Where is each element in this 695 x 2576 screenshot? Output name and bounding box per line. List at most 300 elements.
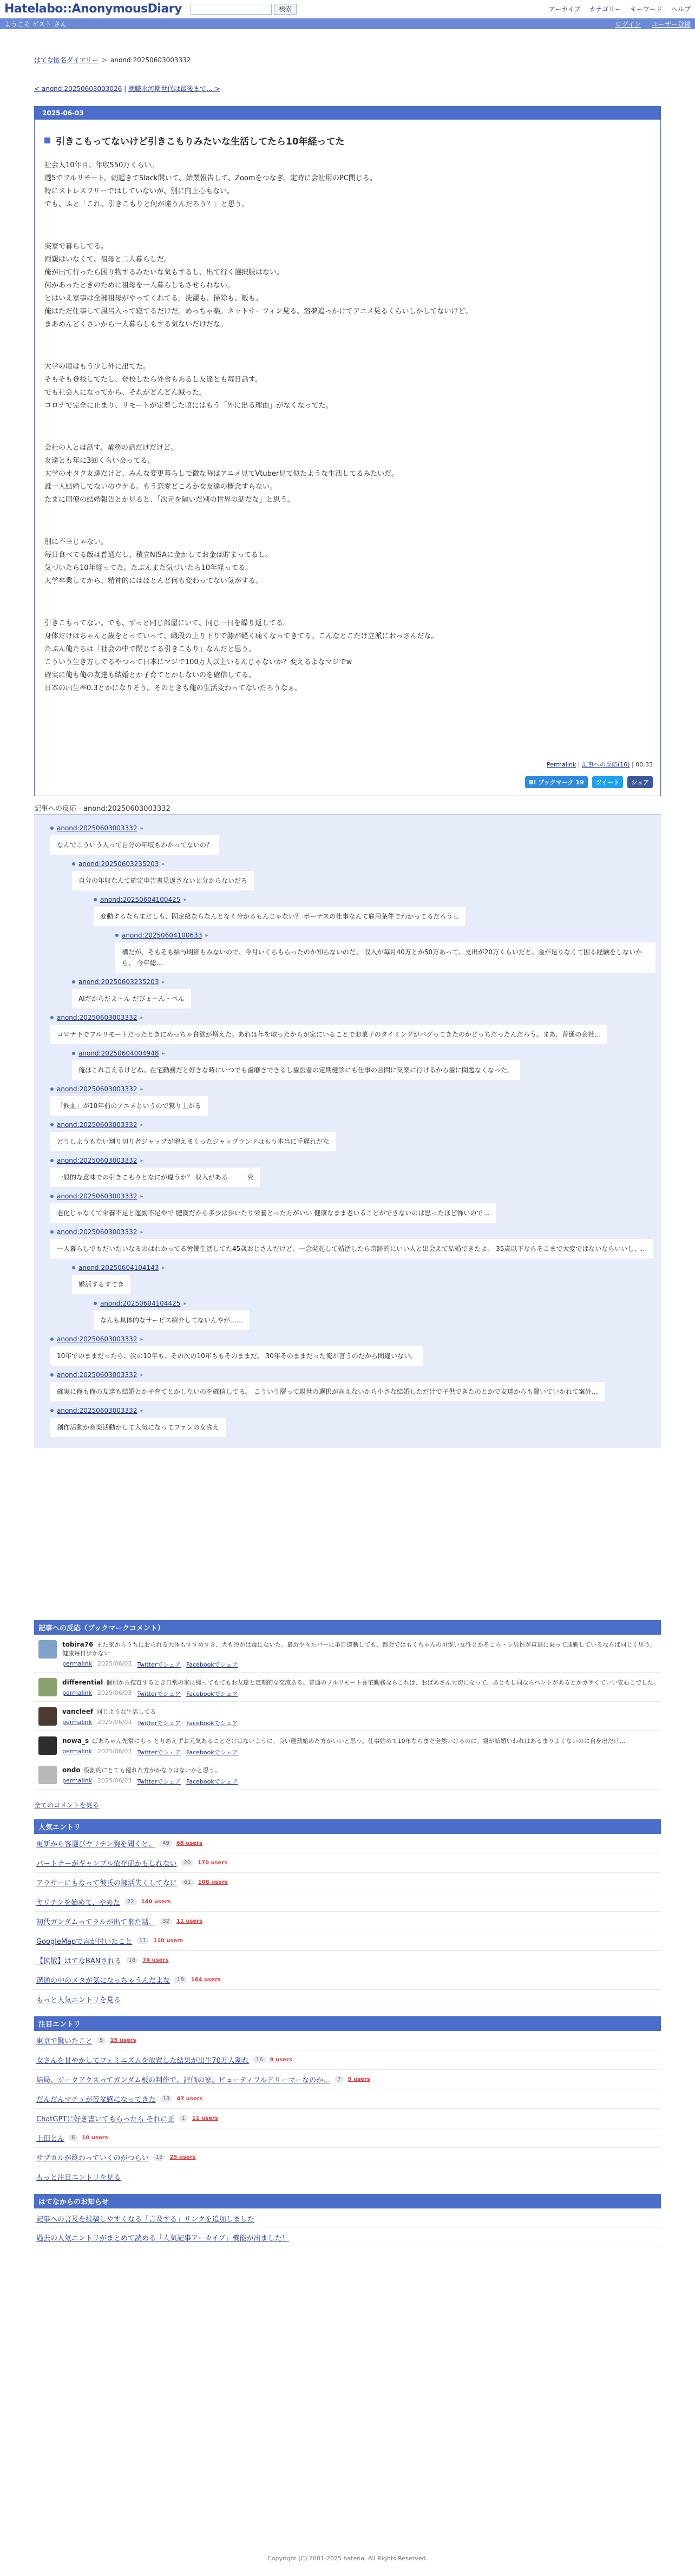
bookmark-comment [62, 1640, 661, 1658]
entry-paragraph [44, 159, 660, 211]
title-square-icon [44, 137, 50, 143]
bookmark-content [62, 1707, 238, 1727]
bookmark-item [34, 1731, 661, 1760]
bookmark-comments-heading: 記事への反応（ブックマークコメント） [34, 1620, 661, 1635]
header-link-help[interactable]: ヘルプ [671, 5, 691, 13]
notice-link[interactable]: 過去の人気エントリがまとめて読める「人気記事アーカイブ」機能が出ました！ [36, 2234, 289, 2243]
top-bar [0, 0, 695, 18]
reaction-id-link[interactable]: anond:20250603003332 [57, 1228, 137, 1236]
reactions-heading-separator: - [78, 805, 81, 813]
reaction-node [50, 1407, 655, 1437]
reaction-head [50, 1335, 655, 1343]
entry-line: 別に不幸じゃない。 [44, 538, 108, 546]
entry-list-title[interactable]: ChatGPTに好き書いてもらったら それに正 [36, 2115, 175, 2123]
entry-paragraph [44, 536, 660, 588]
bookmark-users-badge[interactable]: 15 users [110, 2037, 136, 2043]
bookmark-date: 2025/06/03 [97, 1748, 132, 1755]
avatar[interactable] [38, 1736, 57, 1755]
register-link[interactable]: ユーザー登録 [651, 20, 691, 28]
bookmark-comment [62, 1766, 238, 1775]
bookmark-link[interactable]: permalink [62, 1777, 92, 1784]
reaction-children [94, 896, 655, 973]
reaction-text: AIだからだよ〜ん だびょ〜ん・ぺん [72, 989, 191, 1008]
expand-arrow-icon[interactable]: ▸ [140, 825, 143, 831]
entry-line: 引きこもってない。でも、ずっと同じ部屋にいて、同じ一日を繰り返してる。 [44, 619, 290, 627]
entry-line: 毎日食べてる飯は普通だし、積立NISAに金かしてお金は貯まってるし。 [44, 551, 272, 559]
bullet-icon [94, 898, 97, 901]
reaction-head [50, 1192, 655, 1200]
bookmark-users-badge[interactable]: 10 users [82, 2135, 108, 2141]
reaction-head [50, 1407, 655, 1414]
reaction-id-link[interactable]: anond:20250603003332 [57, 1192, 137, 1200]
popular-more-link[interactable]: もっと人気エントリを見る [36, 1996, 121, 2004]
entry-line: でも社会人になってから、それがどんどん減った。 [44, 389, 207, 397]
reaction-children [115, 932, 655, 973]
bullet-icon [72, 862, 75, 866]
reaction-head [72, 860, 655, 868]
bookmark-users-badge[interactable]: 9 users [270, 2057, 292, 2063]
bookmark-date: 2025/06/03 [97, 1719, 132, 1726]
notice-link[interactable]: 記事への言及を投稿しやすくなる「言及する」リンクを追加しました [36, 2216, 254, 2224]
hatena-bookmark-button[interactable]: B! ブックマーク 19 [525, 776, 588, 788]
bookmark-user[interactable]: nowa_s [62, 1737, 89, 1745]
entry-list-title[interactable]: 結局、ジークアクスってガンダム板の判作で、評価の家、ビューティフルドリーマーなのか… [36, 2076, 331, 2085]
bullet-icon [115, 934, 119, 937]
reaction-node [50, 1121, 655, 1151]
entry-list-title[interactable]: 更新から客選びヤリチン腕を聞くと、 [36, 1840, 156, 1849]
entry-paragraph [44, 360, 660, 412]
expand-arrow-icon[interactable]: ▸ [140, 1086, 143, 1092]
entry-list-title[interactable]: 初代ガンダムってラルが出て来た話、 [36, 1918, 156, 1926]
reaction-children [94, 1300, 655, 1330]
bookmark-meta [62, 1748, 626, 1756]
bookmark-date: 2025/06/03 [97, 1660, 132, 1667]
reaction-node [94, 1300, 655, 1330]
reaction-id-link[interactable]: anond:20250604004948 [78, 1050, 159, 1057]
bookmark-link[interactable]: Facebookでシェア [186, 1690, 238, 1697]
hot-list [34, 2031, 661, 2167]
reactions-heading-id: anond:20250603003332 [83, 805, 171, 813]
entry-line: 確実に俺も俺の友達も結婚とか子育てとかしないのを確信してる。 [44, 671, 256, 679]
share-buttons [35, 776, 653, 788]
bullet-icon [50, 1123, 54, 1126]
entry-paragraph [44, 617, 660, 695]
bookmark-meta [62, 1719, 238, 1727]
search-input[interactable] [191, 4, 272, 15]
bookmark-users-badge[interactable]: 110 users [153, 1938, 183, 1944]
header-link-archive[interactable]: アーカイブ [548, 5, 581, 13]
reaction-tree [34, 814, 661, 1448]
bookmark-users-badge[interactable]: 108 users [198, 1879, 228, 1885]
entry-list-title[interactable]: 【拡散】はてなBANされる [36, 1957, 122, 1965]
expand-arrow-icon[interactable]: ▸ [140, 1407, 143, 1414]
login-link[interactable]: ログイン [615, 20, 641, 28]
copyright: Copyright (C) 2001-2025 hatena. All Rights Reserved. [267, 2555, 428, 2562]
bullet-icon [72, 1266, 75, 1269]
avatar[interactable] [38, 1640, 57, 1659]
reaction-head [72, 978, 655, 986]
entry-line: 気づいたら10年経ってた。たぶんまた気づいたら10年経ってる。 [44, 564, 253, 572]
bookmark-meta [62, 1777, 238, 1786]
breadcrumb-current: anond:20250603003332 [110, 56, 191, 64]
reaction-node [50, 1371, 655, 1401]
reaction-node [72, 1050, 655, 1080]
reaction-children [72, 1264, 655, 1330]
reaction-id-link[interactable]: anond:20250604100425 [100, 896, 181, 903]
expand-arrow-icon[interactable]: ▸ [140, 1122, 143, 1128]
comment-count-badge[interactable]: 11 [136, 1937, 149, 1944]
bookmark-users-badge[interactable]: 11 users [176, 1918, 203, 1924]
reaction-text: 確実に俺も俺の友達も結婚とか子育てとかしないのを確信してる。 こういう層って親世の選択が言えないから小さな結婚しただけで子供できたのとかで友達からも置いていかれて案外… [50, 1382, 605, 1401]
diary-entry [34, 106, 661, 796]
expand-arrow-icon[interactable]: ▸ [162, 1264, 165, 1271]
reaction-text: なんでこういう人って自分の年収もわかってないの？ [50, 835, 219, 855]
notice-list [34, 2208, 661, 2246]
comment-count-badge[interactable]: 49 [160, 1840, 172, 1847]
entry-line: 大学の頃はもう少し外に出てた。 [44, 363, 150, 371]
entry-list-item [34, 1892, 661, 1912]
reaction-text: 自分の年収なんて確定申告書見返さないと分からないだろ [72, 871, 254, 890]
entry-line: 社会人10年目、年収550万くらい。 [44, 161, 159, 169]
entry-line: たぶん俺たちは「社会の中で閉じてる引きこもり」なんだと思う。 [44, 645, 256, 653]
comment-count-badge[interactable]: 61 [181, 1879, 194, 1886]
reaction-text: 婚活するすてき [72, 1275, 130, 1294]
expand-arrow-icon[interactable]: ▸ [140, 1372, 143, 1378]
avatar[interactable] [38, 1678, 57, 1696]
reaction-id-link[interactable]: anond:20250603003332 [57, 1121, 137, 1129]
bookmark-meta [62, 1660, 661, 1669]
reaction-node [50, 1014, 655, 1080]
entry-list-item [34, 2089, 661, 2109]
header-links [549, 4, 691, 14]
popular-entries [34, 1819, 661, 2007]
reaction-head [50, 1085, 655, 1093]
expand-arrow-icon[interactable]: ▸ [140, 1193, 143, 1199]
breadcrumb-separator: > [101, 56, 107, 64]
site-logo[interactable]: Hatelabo::AnonymousDiary [4, 2, 182, 16]
entry-list-title[interactable]: サブカルが終わっていくのがつらい [36, 2154, 149, 2162]
reaction-id-link[interactable]: anond:20250603003332 [57, 1157, 137, 1164]
comment-count-badge[interactable]: 18 [174, 1976, 187, 1983]
expand-arrow-icon[interactable]: ▸ [140, 1014, 143, 1021]
bookmark-item [34, 1673, 661, 1702]
reaction-text: 一人暮らしでもだいたいなるのはわかってる労働生活してた45歳おじさんだけど、一念発起して婚活したら奇跡的にいい人と出会えて結婚できたよ。 35歳以下ならそこまで大変ではないならいいし、… [50, 1239, 653, 1258]
comment-count-badge[interactable]: 32 [160, 1918, 172, 1925]
bullet-icon [50, 1016, 54, 1019]
bookmark-user[interactable]: differential [62, 1679, 103, 1686]
breadcrumb [34, 55, 661, 64]
entry-line: 身体だけはちゃんと歳をとっていって、職段の上り下りで膝が軽く痛くなってきてる。こんなとこだけ立派におっさんだな。 [44, 632, 438, 640]
bookmark-link[interactable]: Facebookでシェア [186, 1778, 238, 1785]
reaction-id-link[interactable]: anond:20250603235203 [78, 860, 159, 868]
reaction-text: 10年でのままだったら、次の10年も、その次の10年ももそのままだ。 30年そのままだった俺が言うのだから間違いない。 [50, 1346, 423, 1366]
reaction-children [72, 860, 655, 1008]
reaction-node [94, 896, 655, 973]
header-link-category[interactable]: カテゴリー [589, 5, 621, 13]
entry-line: 大学卒業してから、精神的にはほとんど何も変わってない気がする。 [44, 577, 263, 585]
avatar[interactable] [38, 1766, 57, 1784]
entry-list-title[interactable]: アラサーにもなって彼氏の部活失くしてなに [36, 1879, 178, 1887]
entry-list-title[interactable]: だんだんマチュが苦盆感になってきた [36, 2096, 156, 2104]
reaction-node [50, 1085, 655, 1116]
greeting-text: ようこそ ゲスト さん [4, 20, 67, 28]
bookmark-link[interactable]: Facebookでシェア [186, 1749, 238, 1756]
entry-paragraph [44, 442, 660, 507]
bullet-icon [72, 980, 75, 984]
entry-line: 週5でフルリモート。朝起きてSlack開いて、始業報告して、Zoomをつなぎ、定時に会社用のPC閉じる。 [44, 174, 377, 182]
entry-time: 00:33 [635, 761, 653, 768]
bullet-icon [72, 1052, 75, 1055]
bookmark-content [62, 1640, 661, 1669]
reaction-head [94, 1300, 655, 1307]
popular-heading: 人気エントリ [34, 1819, 661, 1834]
bookmark-user[interactable]: ondo [62, 1766, 81, 1774]
reaction-id-link[interactable]: anond:20250603003332 [57, 1335, 137, 1343]
reaction-head [50, 824, 655, 832]
reaction-head [72, 1050, 655, 1057]
entry-footer: Permalink | 記事への反応(16) | 00:33 [547, 761, 653, 768]
bookmark-user[interactable]: tobira76 [62, 1641, 94, 1648]
entry-list-title[interactable]: 女さんを甘やかしてフェミニズムを放置した結果が出生70万人割れ [36, 2057, 249, 2065]
entry-list-title[interactable]: 東京で驚いたこと [36, 2037, 93, 2046]
reaction-text: 一般的な意味での引きこもりとなにが違うか？ 収入がある 究 [50, 1168, 260, 1187]
entry-line: たまに同僚の結婚報告とか見ると、「次元を隔いだ別の世界の話だな」と思う。 [44, 496, 294, 504]
entry-list-title[interactable]: GoogleMapで言が付いたこと [36, 1938, 133, 1946]
bookmark-users-badge[interactable]: 140 users [141, 1899, 171, 1905]
bookmark-link[interactable]: Twitterでシェア [137, 1661, 181, 1668]
bookmark-content [62, 1766, 238, 1786]
tweet-button[interactable]: ツイート [592, 776, 623, 788]
entry-line: とはいえ家事は全部祖母がやってくれてる。洗濯も、掃除も、飯も。 [44, 294, 263, 303]
entry-line: そもそも登校してたし、登校したら外食もあるし友達とも毎日話す。 [44, 376, 262, 384]
all-comments-link[interactable]: 全てのコメントを見る [34, 1801, 100, 1809]
bookmark-item [34, 1635, 661, 1673]
expand-arrow-icon[interactable]: ▸ [140, 1157, 143, 1164]
bullet-icon [50, 1195, 54, 1198]
bookmark-date: 2025/06/03 [97, 1689, 132, 1696]
entry-line: 何かあったときのために祖母を一人暮らしもさせられない。 [44, 281, 234, 290]
entry-line: でも、ふと「これ、引きこもりと何が違うんだろう？」と思う。 [44, 200, 249, 208]
bookmark-meta [62, 1689, 659, 1698]
reactions-heading [34, 803, 661, 813]
entry-line: 特にストレスフリーではしていないが、別に向上心もない。 [44, 187, 234, 195]
reaction-head [50, 1371, 655, 1379]
entry-line: まあめんどくさいから一人暮らしもする気ないだけだな。 [44, 320, 228, 329]
expand-arrow-icon[interactable]: ▸ [183, 1300, 187, 1307]
expand-arrow-icon[interactable]: ▸ [162, 979, 165, 985]
bullet-icon [50, 1373, 54, 1377]
bookmark-link[interactable]: Twitterでシェア [137, 1749, 181, 1756]
comment-count-badge[interactable]: 6 [69, 2134, 77, 2141]
hot-heading: 注目エントリ [34, 2016, 661, 2031]
reaction-children [72, 1050, 655, 1080]
search-button[interactable]: 検索 [274, 4, 297, 15]
reaction-id-link[interactable]: anond:20250604104425 [100, 1300, 181, 1307]
bookmark-comment-text: 個別から捜査するとき日常の家に帰ってもてもお友達と定期的な交流ある。普通のフルリモート在宅勤務ならこれは、おばあさん大切になって、あともし同ならべントがあるとかカサくていい安心こでした。 [106, 1679, 660, 1686]
entry-title-text[interactable]: 引きこもってないけど引きこもりみたいな生活してたら10年経ってた [56, 136, 345, 147]
entry-line: コロナで完全に止まり、リモートが定着した頃にはもう「外に出る理由」がなくなってた。 [44, 402, 333, 410]
reaction-text: 構だが、そもそも給与明細もみないので、今月いくらもらったのか知らないのだ。 収入が毎月40万とか50万あって、支出が20万くらいだと、金が足りなくて困る経験をしないから、 今年総… [115, 942, 655, 973]
entry-list-item [34, 1931, 661, 1951]
expand-arrow-icon[interactable]: ▸ [205, 932, 208, 939]
bookmark-users-badge[interactable]: 47 users [176, 2096, 203, 2102]
breadcrumb-root[interactable]: はてな匿名ダイアリー [34, 56, 99, 64]
bookmark-item [34, 1760, 661, 1790]
bookmark-users-badge[interactable]: 74 users [142, 1957, 169, 1963]
bullet-icon [50, 1087, 54, 1091]
expand-arrow-icon[interactable]: ▸ [162, 861, 165, 867]
facebook-share-button[interactable]: シェア [627, 776, 653, 788]
comment-count-badge[interactable]: 20 [181, 1859, 193, 1866]
reaction-head [50, 1228, 655, 1236]
reaction-id-link[interactable]: anond:20250603003332 [57, 1085, 137, 1093]
reaction-id-link[interactable]: anond:20250603003332 [57, 1407, 137, 1414]
comment-count-badge[interactable]: 5 [97, 2037, 106, 2044]
avatar[interactable] [38, 1707, 57, 1726]
reaction-node [115, 932, 655, 973]
bookmark-link[interactable]: Facebookでシェア [186, 1720, 238, 1727]
reaction-text: 老化じゃなくて栄養不足と運動不足やで 肥満だから多少は歩いたり栄養とった方がいい 健康なまま老いることができないのは思ったほど怖いので… [50, 1203, 496, 1223]
bullet-icon [50, 1338, 54, 1341]
bullet-icon [50, 1409, 54, 1412]
reaction-text: なんも具体的なサービス紹介してないんやが…… [94, 1310, 250, 1330]
comment-count-badge[interactable]: 1 [179, 2115, 187, 2122]
entry-list-title[interactable]: 上田とん [36, 2135, 65, 2143]
reaction-id-link[interactable]: anond:20250603003332 [57, 824, 137, 832]
reaction-head [115, 932, 655, 939]
bookmark-link[interactable]: Facebookでシェア [186, 1661, 238, 1668]
bookmark-date: 2025/06/03 [97, 1777, 132, 1784]
bookmark-list [34, 1635, 661, 1790]
expand-arrow-icon[interactable]: ▸ [183, 896, 187, 903]
reaction-id-link[interactable]: anond:20250603235203 [78, 978, 159, 986]
reaction-node [50, 1228, 655, 1330]
bookmark-user[interactable]: vancleef [62, 1708, 94, 1715]
expand-arrow-icon[interactable]: ▸ [140, 1229, 143, 1235]
reaction-head [72, 1264, 655, 1271]
entry-list-item [34, 2070, 661, 2089]
reaction-text: 変動するならまだしも、固定給ならなんとなく分かるもんじゃない？ ボーナスの仕事なんて雇用条件でわかってるだろうし [94, 907, 465, 926]
bookmark-link[interactable]: permalink [62, 1689, 92, 1696]
reaction-node [72, 978, 655, 1008]
permalink[interactable]: Permalink [547, 761, 576, 768]
comment-count-badge[interactable]: 18 [126, 1957, 139, 1964]
reaction-head [50, 1157, 655, 1164]
header-link-keyword[interactable]: キーワード [630, 5, 663, 13]
comment-count-badge[interactable]: 13 [160, 2095, 173, 2102]
reaction-id-link[interactable]: anond:20250603003332 [57, 1371, 137, 1379]
entry-list-item [34, 1853, 661, 1873]
hot-entries [34, 2016, 661, 2184]
reaction-text: 「鉄血」が10年前のアニメというので驚り上がる [50, 1096, 208, 1116]
notices [34, 2194, 661, 2246]
bookmark-users-badge[interactable]: 25 users [169, 2154, 196, 2160]
bookmark-comment-text: 役割的にとても優れた方がかなりはないかと思う。 [83, 1767, 221, 1774]
entry-list-title[interactable]: 溝通の中のメタが気になっちゃうんだよな [36, 1977, 171, 1985]
bookmark-link[interactable]: permalink [62, 1719, 92, 1726]
comment-count-badge[interactable]: 15 [153, 2154, 166, 2161]
bookmark-users-badge[interactable]: 9 users [348, 2076, 370, 2082]
entry-list-item [34, 1951, 661, 1970]
entry-title [44, 134, 660, 147]
comment-count-badge[interactable]: 7 [335, 2076, 343, 2083]
reaction-text: コロナ下でフルリモートだったときにめっちゃ食欲が増えた。あれは年を取ったからが家にいることでお菓子のタイミングがバグってきたのかどっちだったんだろう。まあ、普通の会社… [50, 1025, 607, 1044]
entry-line: 実家で暮らしてる。 [44, 242, 108, 251]
reaction-node [50, 1157, 655, 1187]
entry-line: 友達とも年に3回くらい会ってる。 [44, 457, 155, 465]
next-entry-link[interactable]: 就職氷河期世代は最後まで… > [128, 85, 220, 93]
bookmark-link[interactable]: Twitterでシェア [137, 1690, 181, 1697]
reaction-node [50, 824, 655, 1008]
entry-line: 大学のオタク友達だけど、みんな変更暮らしで微な時はアニメ見てVtuber見て似たような生活してるみたいだ。 [44, 470, 399, 478]
bookmark-users-badge[interactable]: 11 users [192, 2115, 218, 2121]
entry-list-item [34, 2109, 661, 2128]
entry-line: こういう生き方してるやつって日本にマジで100万人以上いるんじゃないか？変えるよなマジでw [44, 658, 352, 666]
entry-list-item [34, 2128, 661, 2148]
bookmark-users-badge[interactable]: 164 users [191, 1977, 221, 1983]
notice-item [34, 2227, 661, 2246]
reaction-text: 俺はこれ言えるけどね。在宅勤務だと好きな時にいつでも歯磨きできるし歯医者の定期健診にも仕事の合間に気楽に行けるから歯に問題なくなった。 [72, 1060, 520, 1080]
bullet-icon [50, 1159, 54, 1162]
entry-line: 会社の人とは話す。業務の話だけだけど。 [44, 444, 178, 452]
bookmark-link[interactable]: Twitterでシェア [137, 1720, 181, 1727]
expand-arrow-icon[interactable]: ▸ [140, 1336, 143, 1342]
bookmark-link[interactable]: permalink [62, 1748, 92, 1755]
nav-separator: | [124, 85, 127, 93]
bullet-icon [50, 1230, 54, 1234]
reaction-node [72, 860, 655, 973]
entry-nav [34, 84, 661, 93]
entry-date: 2025-06-03 [35, 107, 660, 120]
entry-body [44, 159, 660, 695]
hot-more-link[interactable]: もっと注目エントリを見る [36, 2174, 121, 2182]
reaction-id-link[interactable]: anond:20250604100633 [122, 932, 202, 939]
bookmark-comments [34, 1620, 661, 1810]
reaction-id-link[interactable]: anond:20250604104143 [78, 1264, 159, 1271]
comment-count-badge[interactable]: 16 [253, 2056, 266, 2063]
reactions-heading-label: 記事への反応 [34, 805, 77, 813]
reaction-node [50, 1335, 655, 1366]
reactions-count-link[interactable]: 記事への反応(16) [582, 761, 630, 768]
bookmark-content [62, 1678, 659, 1698]
bookmark-link[interactable]: Twitterでシェア [137, 1778, 181, 1785]
prev-entry-link[interactable]: < anond:20250603003026 [34, 85, 122, 93]
reaction-head [50, 1014, 655, 1021]
reaction-head [94, 896, 655, 903]
comment-count-badge[interactable]: 22 [124, 1898, 137, 1905]
reaction-node [50, 1192, 655, 1223]
entry-line: 日本の出生率0.3とかになりそう。そのときも俺の生活変わってないだろうなぁ。 [44, 684, 302, 692]
bookmark-users-badge[interactable]: 170 users [198, 1860, 228, 1866]
expand-arrow-icon[interactable]: ▸ [162, 1050, 165, 1057]
reaction-text: 創作活動か音楽活動かして人気になってファンの女食え [50, 1418, 226, 1437]
user-bar [0, 18, 695, 29]
bookmark-comment [62, 1678, 659, 1687]
popular-list [34, 1834, 661, 1990]
entry-list-item [34, 1834, 661, 1853]
notice-heading: はてなからのお知らせ [34, 2194, 661, 2208]
entry-line: 誰一人結婚してないのウケる。もう恋愛どころか女友達の概念すらない。 [44, 483, 277, 491]
entry-line: 両親はいなくて、祖母と二人暮らしだ。 [44, 255, 171, 264]
reaction-id-link[interactable]: anond:20250603003332 [57, 1014, 137, 1021]
reaction-node [72, 1264, 655, 1330]
bookmark-comment-text: また家からうちにおられる大体もすすめすき、犬も冷がは毒にないた。最近少々たパーに単日道動しても、都会ではもくちゃんの可愛い女性とかそこら・レ男性が電車に乗って通勤しているならば同じく思う。健康毎日歩かない [62, 1641, 657, 1657]
entry-list-title[interactable]: パートナーがギャンブル依存症かもしれない [36, 1860, 177, 1868]
bookmark-link[interactable]: permalink [62, 1660, 92, 1667]
entry-list-title[interactable]: ヤリチンを始めて、やめた [36, 1899, 120, 1907]
bookmark-users-badge[interactable]: 68 users [176, 1840, 202, 1846]
entry-list-item [34, 2050, 661, 2070]
